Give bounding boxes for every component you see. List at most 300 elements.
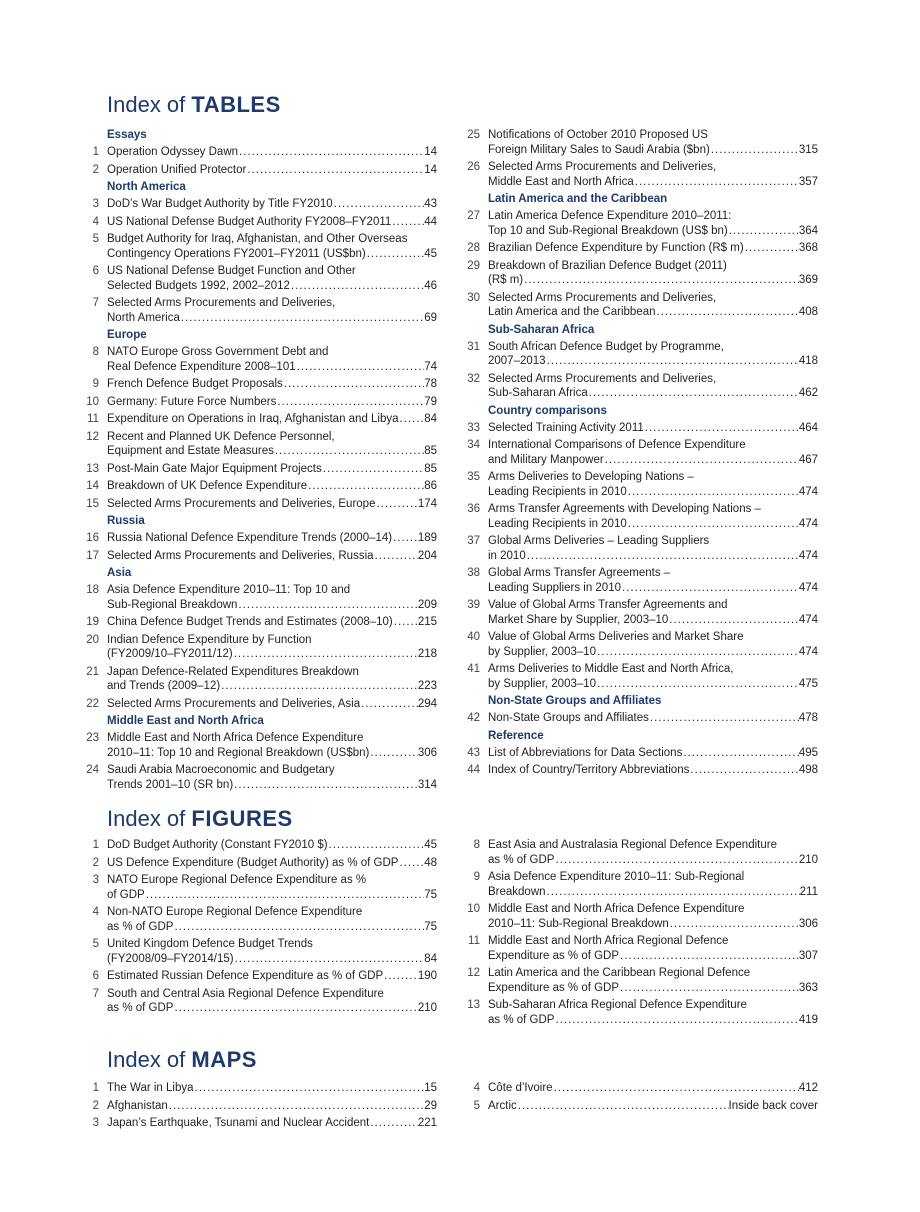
entry-number: 14 xyxy=(86,480,99,492)
entry-number: 42 xyxy=(467,712,480,724)
entry-leader-row xyxy=(488,917,818,932)
entry-leader-row xyxy=(488,645,818,660)
entry-number: 13 xyxy=(86,462,99,475)
entry-leader-row xyxy=(488,711,818,726)
entry-number: 23 xyxy=(86,732,99,744)
entry-leader-row xyxy=(107,215,437,230)
entry-page-number: 474 xyxy=(798,581,818,594)
dot-leader xyxy=(554,853,798,868)
entry-page-number: 498 xyxy=(798,764,818,776)
dot-leader xyxy=(246,163,424,178)
entry-page-number: 467 xyxy=(798,453,818,466)
dot-leader xyxy=(588,386,799,401)
entry-page-number: 85 xyxy=(424,462,437,475)
entry-title-line: Selected Budgets 1992, 2002–2012 xyxy=(107,279,290,292)
entry-title-line: 2010–11: Sub-Regional Breakdown xyxy=(488,917,669,930)
index-entry[interactable] xyxy=(467,566,818,595)
entry-title-line: List of Abbreviations for Data Sections xyxy=(488,746,683,759)
entry-page-number: 174 xyxy=(417,497,437,510)
entry-page-number: 363 xyxy=(798,981,818,994)
entry-title-line: as % of GDP xyxy=(107,1002,174,1014)
index-entry[interactable] xyxy=(92,856,437,871)
entry-page-number: 44 xyxy=(424,215,437,228)
index-entry[interactable] xyxy=(467,502,818,531)
entry-number: 15 xyxy=(86,497,99,510)
entry-title-line: Middle East and North Africa Regional Defence xyxy=(488,935,729,947)
figures-index xyxy=(0,806,920,1036)
entry-number: 28 xyxy=(467,242,480,254)
index-entry[interactable] xyxy=(467,711,818,726)
entry-leader-row xyxy=(488,763,818,778)
index-entry[interactable] xyxy=(92,264,437,293)
entry-number: 4 xyxy=(473,1082,480,1094)
entry-leader-row xyxy=(488,746,818,761)
index-entry[interactable] xyxy=(467,421,818,436)
index-entry[interactable] xyxy=(92,345,437,374)
entry-page-number: 474 xyxy=(798,517,818,530)
entry-number: 5 xyxy=(92,938,99,950)
entry-leader-row xyxy=(107,1001,437,1016)
entry-title-line: The War in Libya xyxy=(107,1082,194,1094)
dot-leader xyxy=(360,697,418,712)
index-entry[interactable] xyxy=(86,665,437,694)
index-entry[interactable] xyxy=(86,395,437,410)
entry-title-line: Selected Arms Procurements and Deliveries, Europe xyxy=(107,497,376,510)
index-entry[interactable] xyxy=(86,479,437,494)
entry-title-line: Recent and Planned UK Defence Personnel, xyxy=(107,430,335,443)
index-entry[interactable] xyxy=(467,998,818,1027)
index-entry[interactable] xyxy=(467,241,818,256)
entry-leader-row xyxy=(488,853,818,868)
dot-leader xyxy=(392,531,418,546)
entry-number: 9 xyxy=(473,871,480,883)
index-entry[interactable] xyxy=(87,412,437,427)
entry-title-line: Arms Transfer Agreements with Developing Nations – xyxy=(488,503,761,515)
entry-leader-row xyxy=(107,497,437,512)
maps-index-title xyxy=(107,1047,257,1073)
entry-page-number: 357 xyxy=(798,175,818,188)
entry-page-number: 474 xyxy=(798,645,818,658)
entry-title-line: DoD’s War Budget Authority by Title FY2010 xyxy=(107,198,333,210)
entry-number: 40 xyxy=(467,631,480,643)
entry-page-number: 306 xyxy=(798,917,818,930)
entry-title-line: Saudi Arabia Macroeconomic and Budgetary xyxy=(107,764,335,776)
entry-title-line: as % of GDP xyxy=(488,1013,555,1026)
entry-number: 16 xyxy=(86,532,99,544)
entry-number: 20 xyxy=(86,633,99,646)
entry-title-line: Latin America and the Caribbean Regional Defence xyxy=(488,967,751,979)
entry-page-number: 215 xyxy=(417,616,437,628)
index-entry[interactable] xyxy=(86,549,437,564)
dot-leader xyxy=(621,581,799,596)
entry-page-number: 306 xyxy=(417,746,437,759)
dot-leader xyxy=(619,981,799,996)
index-entry[interactable] xyxy=(468,934,818,963)
index-category-heading: Reference xyxy=(488,729,544,742)
entry-number: 18 xyxy=(86,584,99,596)
tables-index xyxy=(0,92,920,792)
entry-title-line: Sub-Saharan Africa Regional Defence Expenditure xyxy=(488,999,747,1011)
entry-leader-row xyxy=(107,778,437,793)
entry-title-line: and Military Manpower xyxy=(488,453,604,466)
index-entry[interactable] xyxy=(86,697,437,712)
entry-leader-row xyxy=(488,613,818,628)
entry-number: 7 xyxy=(92,297,99,309)
index-entry[interactable] xyxy=(473,870,818,899)
entry-page-number: 204 xyxy=(417,549,437,562)
entry-leader-row xyxy=(107,615,437,630)
dot-leader xyxy=(194,1081,425,1096)
entry-page-number: 86 xyxy=(424,480,437,492)
entry-leader-row xyxy=(107,395,437,410)
index-entry[interactable] xyxy=(467,902,818,931)
entry-leader-row xyxy=(107,479,437,494)
entry-number: 2 xyxy=(92,856,99,869)
entry-leader-row xyxy=(107,311,437,326)
index-entry[interactable] xyxy=(467,966,818,995)
entry-leader-row xyxy=(107,838,437,853)
index-entry[interactable] xyxy=(86,763,437,792)
entry-title-line: Latin America Defence Expenditure 2010–2011: xyxy=(488,210,732,222)
index-entry[interactable] xyxy=(473,1099,818,1114)
entry-page-number: 408 xyxy=(798,306,818,318)
index-entry[interactable] xyxy=(467,598,818,627)
index-entry[interactable] xyxy=(92,215,437,230)
entry-title-line: Middle East and North Africa Defence Expenditure xyxy=(488,903,745,915)
entry-title-line: US National Defense Budget Authority FY2008–FY2011 xyxy=(107,215,392,228)
dot-leader xyxy=(398,856,424,871)
dot-leader xyxy=(283,377,424,392)
entry-page-number: 478 xyxy=(798,712,818,724)
dot-leader xyxy=(619,949,799,964)
index-entry[interactable] xyxy=(92,1081,437,1096)
tables-title-prefix: Index of xyxy=(107,92,192,117)
dot-leader xyxy=(399,412,425,427)
entry-number: 22 xyxy=(86,697,99,710)
entry-page-number: 369 xyxy=(798,274,818,286)
entry-page-number: 190 xyxy=(417,970,437,982)
entry-number: 11 xyxy=(468,935,480,947)
dot-leader xyxy=(233,778,418,793)
entry-number: 33 xyxy=(467,421,480,434)
entry-page-number: 475 xyxy=(798,677,818,690)
entry-number: 2 xyxy=(92,1099,99,1112)
entry-page-number: 84 xyxy=(424,413,437,425)
entry-title-line: Value of Global Arms Transfer Agreements and xyxy=(488,599,728,611)
dot-leader xyxy=(276,395,424,410)
index-entry[interactable] xyxy=(86,430,437,459)
entry-page-number: 14 xyxy=(424,146,437,158)
entry-leader-row xyxy=(488,485,818,500)
entry-title-line: US National Defense Budget Function and Other xyxy=(107,265,356,277)
entry-leader-row xyxy=(488,421,818,436)
entry-leader-row xyxy=(107,412,437,427)
entry-number: 17 xyxy=(86,549,99,562)
entry-title-line: Selected Arms Procurements and Deliveries, xyxy=(488,291,717,304)
entry-page-number: 189 xyxy=(417,532,437,544)
entry-title-line: Asia Defence Expenditure 2010–11: Top 10 and xyxy=(107,584,351,596)
index-entry[interactable] xyxy=(467,534,818,563)
dot-leader xyxy=(669,917,799,932)
entry-title-line: South African Defence Budget by Programme, xyxy=(488,340,724,353)
entry-leader-row xyxy=(488,273,818,288)
tables-index-title xyxy=(107,92,281,118)
entry-leader-row xyxy=(107,969,437,984)
index-entry[interactable] xyxy=(467,662,818,691)
entry-leader-row xyxy=(488,143,818,158)
entry-leader-row xyxy=(488,354,818,369)
entry-number: 36 xyxy=(467,503,480,515)
index-entry[interactable] xyxy=(86,462,437,477)
entry-title-line: Breakdown xyxy=(488,885,546,898)
index-category-heading: Latin America and the Caribbean xyxy=(488,193,668,205)
entry-page-number: 210 xyxy=(798,853,818,866)
entry-title-line: China Defence Budget Trends and Estimates (2008–10) xyxy=(107,616,393,628)
entry-page-number: 223 xyxy=(417,680,437,692)
dot-leader xyxy=(627,485,799,500)
dot-leader xyxy=(604,453,799,468)
entry-number: 21 xyxy=(86,665,99,678)
index-category-heading: Russia xyxy=(107,515,145,527)
index-entry[interactable] xyxy=(467,128,818,157)
entry-page-number: 45 xyxy=(424,247,437,260)
dot-leader xyxy=(644,421,799,436)
entry-number: 34 xyxy=(467,439,480,451)
entry-title-line: Arms Deliveries to Middle East and North Africa, xyxy=(488,663,734,675)
entry-number: 19 xyxy=(86,616,99,628)
entry-leader-row xyxy=(488,305,818,320)
entry-leader-row xyxy=(107,598,437,613)
entry-leader-row xyxy=(488,517,818,532)
entry-title-line: as % of GDP xyxy=(488,853,555,866)
entry-leader-row xyxy=(107,1099,437,1114)
entry-title-line: Selected Arms Procurements and Deliveries, xyxy=(107,297,336,309)
index-entry[interactable] xyxy=(467,470,818,499)
entry-title-line: Breakdown of UK Defence Expenditure xyxy=(107,480,308,492)
entry-leader-row xyxy=(488,386,818,401)
entry-number: 8 xyxy=(92,346,99,358)
dot-leader xyxy=(517,1099,729,1114)
entry-title-line: Côte d’Ivoire xyxy=(488,1082,553,1094)
entry-title-line: Sub-Regional Breakdown xyxy=(107,598,238,611)
entry-number: 5 xyxy=(473,1099,480,1112)
entry-title-line: International Comparisons of Defence Expenditure xyxy=(488,439,746,451)
dot-leader xyxy=(596,677,799,692)
index-entry[interactable] xyxy=(86,497,437,512)
entry-leader-row xyxy=(488,1013,818,1028)
entry-title-line: US Defence Expenditure (Budget Authority) as % of GDP xyxy=(107,856,399,869)
entry-title-line: (R$ m) xyxy=(488,274,524,286)
entry-title-line: Germany: Future Force Numbers xyxy=(107,395,277,408)
dot-leader xyxy=(668,613,799,628)
entry-page-number: 495 xyxy=(798,746,818,759)
entry-title-line: Expenditure on Operations in Iraq, Afghanistan and Libya xyxy=(107,413,399,425)
entry-page-number: 75 xyxy=(424,920,437,933)
entry-leader-row xyxy=(107,462,437,477)
index-entry[interactable] xyxy=(467,340,818,369)
index-entry[interactable] xyxy=(86,731,437,760)
entry-page-number: 464 xyxy=(798,421,818,434)
entry-title-line: Trends 2001–10 (SR bn) xyxy=(107,778,234,791)
entry-title-line: Budget Authority for Iraq, Afghanistan, and Other Overseas xyxy=(107,233,408,245)
index-entry[interactable] xyxy=(467,763,818,778)
entry-title-line: in 2010 xyxy=(488,549,526,562)
maps-index xyxy=(0,1047,920,1147)
index-entry[interactable] xyxy=(92,377,437,392)
entry-title-line: Post-Main Gate Major Equipment Projects xyxy=(107,462,322,475)
index-entry[interactable] xyxy=(92,197,437,212)
entry-page-number: 14 xyxy=(424,163,437,176)
entry-number: 6 xyxy=(92,265,99,277)
entry-leader-row xyxy=(488,885,818,900)
dot-leader xyxy=(728,224,799,239)
index-entry[interactable] xyxy=(92,145,437,160)
entry-number: 35 xyxy=(467,471,480,483)
entry-leader-row xyxy=(488,1081,818,1096)
entry-page-number: 45 xyxy=(424,839,437,851)
entry-title-line: as % of GDP xyxy=(107,920,174,933)
entry-title-line: Asia Defence Expenditure 2010–11: Sub-Regional xyxy=(488,871,745,883)
index-entry[interactable] xyxy=(92,1116,437,1131)
dot-leader xyxy=(145,888,424,903)
index-entry[interactable] xyxy=(473,838,818,867)
maps-title-bold: MAPS xyxy=(191,1047,257,1072)
entry-number: 3 xyxy=(92,1117,99,1129)
entry-title-line: Real Defence Expenditure 2008–101 xyxy=(107,360,296,373)
dot-leader xyxy=(523,273,799,288)
entry-title-line: Selected Arms Procurements and Deliveries, xyxy=(488,372,717,385)
entry-title-line: Leading Suppliers in 2010 xyxy=(488,581,621,594)
entry-title-line: Russia National Defence Expenditure Trends (2000–14) xyxy=(107,532,393,544)
entry-number: 25 xyxy=(467,129,480,141)
index-entry[interactable] xyxy=(467,291,818,320)
entry-number: 1 xyxy=(92,146,99,158)
dot-leader xyxy=(383,969,418,984)
index-entry[interactable] xyxy=(92,873,437,902)
entry-title-line: 2007–2013 xyxy=(488,355,546,367)
index-entry[interactable] xyxy=(86,583,437,612)
dot-leader xyxy=(369,746,417,761)
index-entry[interactable] xyxy=(467,259,818,288)
entry-page-number: 418 xyxy=(798,355,818,367)
index-category-heading: Sub-Saharan Africa xyxy=(488,323,595,336)
entry-title-line: French Defence Budget Proposals xyxy=(107,378,283,390)
entry-title-line: North America xyxy=(107,311,180,324)
entry-title-line: (FY2008/09–FY2014/15) xyxy=(107,952,234,965)
dot-leader xyxy=(596,645,799,660)
index-entry[interactable] xyxy=(92,232,437,261)
figures-index-title xyxy=(107,806,293,832)
entry-number: 43 xyxy=(467,746,480,759)
index-entry[interactable] xyxy=(467,160,818,189)
entry-leader-row xyxy=(107,163,437,178)
index-entry[interactable] xyxy=(92,987,437,1016)
figures-title-bold: FIGURES xyxy=(191,806,293,831)
dot-leader xyxy=(553,1081,799,1096)
entry-page-number: 75 xyxy=(424,888,437,901)
entry-title-line: Selected Arms Procurements and Deliveries, Asia xyxy=(107,697,361,710)
index-entry[interactable] xyxy=(467,372,818,401)
entry-title-line: DoD Budget Authority (Constant FY2010 $) xyxy=(107,839,328,851)
entry-title-line: 2010–11: Top 10 and Regional Breakdown (US$bn) xyxy=(107,746,370,759)
entry-title-line: NATO Europe Regional Defence Expenditure as % xyxy=(107,874,367,886)
index-entry[interactable] xyxy=(86,615,437,630)
dot-leader xyxy=(333,197,425,212)
index-entry[interactable] xyxy=(92,163,437,178)
entry-number: 27 xyxy=(467,210,480,222)
entry-leader-row xyxy=(488,175,818,190)
entry-page-number: 78 xyxy=(424,378,437,390)
entry-title-line: Sub-Saharan Africa xyxy=(488,387,588,399)
index-entry[interactable] xyxy=(473,1081,818,1096)
entry-number: 12 xyxy=(86,430,99,443)
index-entry[interactable] xyxy=(92,838,437,853)
index-entry[interactable] xyxy=(467,746,818,761)
dot-leader xyxy=(554,1013,798,1028)
entry-title-line: Global Arms Deliveries – Leading Suppliers xyxy=(488,535,710,547)
index-entry[interactable] xyxy=(92,905,437,934)
index-entry[interactable] xyxy=(467,438,818,467)
entry-title-line: and Trends (2009–12) xyxy=(107,680,221,692)
entry-page-number: 43 xyxy=(424,198,437,210)
entry-page-number: 46 xyxy=(424,279,437,292)
entry-page-number: 307 xyxy=(798,949,818,962)
tables-title-bold: TABLES xyxy=(191,92,281,117)
index-category-heading: Non-State Groups and Affiliates xyxy=(488,695,662,707)
entry-number: 3 xyxy=(92,198,99,210)
index-entry[interactable] xyxy=(86,633,437,662)
entry-page-number: 221 xyxy=(417,1117,437,1129)
entry-number: 4 xyxy=(92,906,99,918)
entry-number: 11 xyxy=(87,413,99,425)
entry-page-number: 209 xyxy=(417,598,437,611)
index-entry[interactable] xyxy=(467,630,818,659)
entry-leader-row xyxy=(488,1099,818,1114)
index-entry[interactable] xyxy=(86,531,437,546)
entry-leader-row xyxy=(488,949,818,964)
entry-title-line: Notifications of October 2010 Proposed US xyxy=(488,129,708,141)
dot-leader xyxy=(526,549,799,564)
entry-page-number: 211 xyxy=(799,885,818,898)
entry-leader-row xyxy=(107,888,437,903)
entry-number: 26 xyxy=(467,161,480,173)
entry-leader-row xyxy=(107,531,437,546)
entry-leader-row xyxy=(488,224,818,239)
dot-leader xyxy=(237,598,417,613)
entry-page-number: 368 xyxy=(798,242,818,254)
entry-page-number: 474 xyxy=(798,549,818,562)
dot-leader xyxy=(649,711,799,726)
index-entry[interactable] xyxy=(92,937,437,966)
index-entry[interactable] xyxy=(92,296,437,325)
index-entry[interactable] xyxy=(467,209,818,238)
maps-title-prefix: Index of xyxy=(107,1047,192,1072)
index-entry[interactable] xyxy=(92,969,437,984)
dot-leader xyxy=(682,746,798,761)
entry-title-line: South and Central Asia Regional Defence Expenditure xyxy=(107,987,384,1000)
entry-title-line: Latin America and the Caribbean xyxy=(488,306,656,318)
dot-leader xyxy=(656,305,799,320)
entry-number: 13 xyxy=(467,999,480,1011)
entry-leader-row xyxy=(107,746,437,761)
entry-leader-row xyxy=(107,377,437,392)
entry-title-line: Japan’s Earthquake, Tsunami and Nuclear Accident xyxy=(107,1117,370,1129)
entry-title-line: Equipment and Estate Measures xyxy=(107,445,274,457)
entry-title-line: Arms Deliveries to Developing Nations – xyxy=(488,471,694,483)
entry-page-number: 314 xyxy=(417,778,437,791)
index-category-heading: Asia xyxy=(107,567,132,579)
index-entry[interactable] xyxy=(92,1099,437,1114)
